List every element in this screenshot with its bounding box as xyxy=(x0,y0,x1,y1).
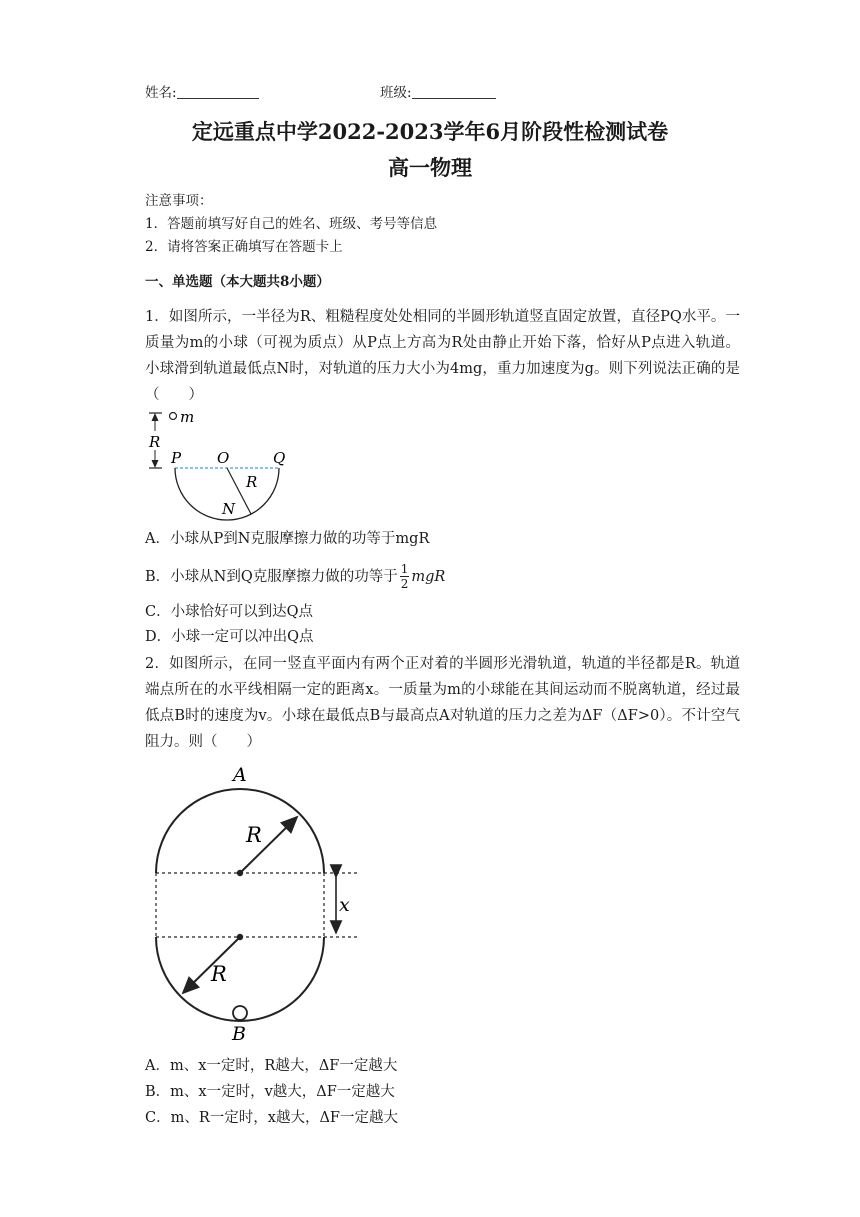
label-R-height: R xyxy=(149,433,161,451)
ball-B xyxy=(233,1006,247,1020)
upper-semicircle-track xyxy=(156,789,324,873)
fraction-numerator: 1 xyxy=(400,562,409,576)
class-field[interactable] xyxy=(380,83,496,103)
q2-option-b[interactable]: B．m、x一定时，v越大，ΔF一定越大 xyxy=(145,1084,395,1100)
notes-item-2: 2．请将答案正确填写在答题卡上 xyxy=(145,239,343,255)
name-blank[interactable] xyxy=(177,84,259,99)
notes-heading: 注意事项： xyxy=(145,193,213,209)
notes-item-1: 1．答题前填写好自己的姓名、班级、考号等信息 xyxy=(145,216,438,232)
label-Q: Q xyxy=(273,449,286,467)
track-gap-lines xyxy=(156,873,360,937)
label-R-upper: R xyxy=(246,823,262,847)
q2-option-c[interactable]: C．m、R一定时，x越大，ΔF一定越大 xyxy=(145,1110,398,1126)
label-R-lower: R xyxy=(211,962,227,986)
label-x: x xyxy=(339,894,350,916)
name-field[interactable] xyxy=(145,83,259,103)
label-P: P xyxy=(171,449,182,467)
question-1-figure xyxy=(140,405,310,523)
class-label: 班级: xyxy=(380,85,412,101)
section-heading: 一、单选题（本大题共8小题） xyxy=(145,274,330,290)
fraction-half xyxy=(400,562,410,591)
q1-option-d[interactable]: D．小球一定可以冲出Q点 xyxy=(145,629,314,645)
page-subtitle: 高一物理 xyxy=(388,155,472,180)
page-title: 定远重点中学2022-2023学年6月阶段性检测试卷 xyxy=(191,119,669,144)
label-N: N xyxy=(222,500,236,518)
q1-option-b-tail: mgR xyxy=(411,568,446,585)
label-A: A xyxy=(233,764,247,786)
class-blank[interactable] xyxy=(412,84,496,99)
q2-option-a[interactable]: A．m、x一定时，R越大，ΔF一定越大 xyxy=(145,1058,398,1074)
label-R-radius: R xyxy=(246,473,258,491)
q1-option-a[interactable]: A．小球从P到N克服摩擦力做的功等于mgR xyxy=(145,531,430,547)
q1-option-b[interactable] xyxy=(145,562,445,591)
q1-option-b-text: B．小球从N到Q克服摩擦力做的功等于 xyxy=(145,568,398,585)
label-B: B xyxy=(232,1023,246,1045)
question-2-figure xyxy=(140,760,380,1050)
question-2-stem: 2．如图所示，在同一竖直平面内有两个正对着的半圆形光滑轨道，轨道的半径都是R。轨道端点所在的水平线相隔一定的距离x。一质量为m的小球能在其间运动而不脱离轨道，经过最低点B时的速度为v。小球在最低点B与最高点A对轨道的压力之差为ΔF（ΔF>0）。不计空气阻力。则（ ） xyxy=(145,656,740,750)
question-1-stem: 1．如图所示，一半径为R、粗糙程度处处相同的半圆形轨道竖直固定放置，直径PQ水平。一质量为m的小球（可视为质点）从P点上方高为R处由静止开始下落，恰好从P点进入轨道。小球滑到轨道最低点N时，对轨道的压力大小为4mg，重力加速度为g。则下列说法正确的是（ ） xyxy=(145,309,740,403)
name-label: 姓名: xyxy=(145,85,177,101)
q1-option-c[interactable]: C．小球恰好可以到达Q点 xyxy=(145,604,313,620)
fraction-denominator: 2 xyxy=(400,577,409,591)
ball-m xyxy=(170,413,177,420)
label-O: O xyxy=(217,449,230,467)
label-m: m xyxy=(180,408,195,426)
